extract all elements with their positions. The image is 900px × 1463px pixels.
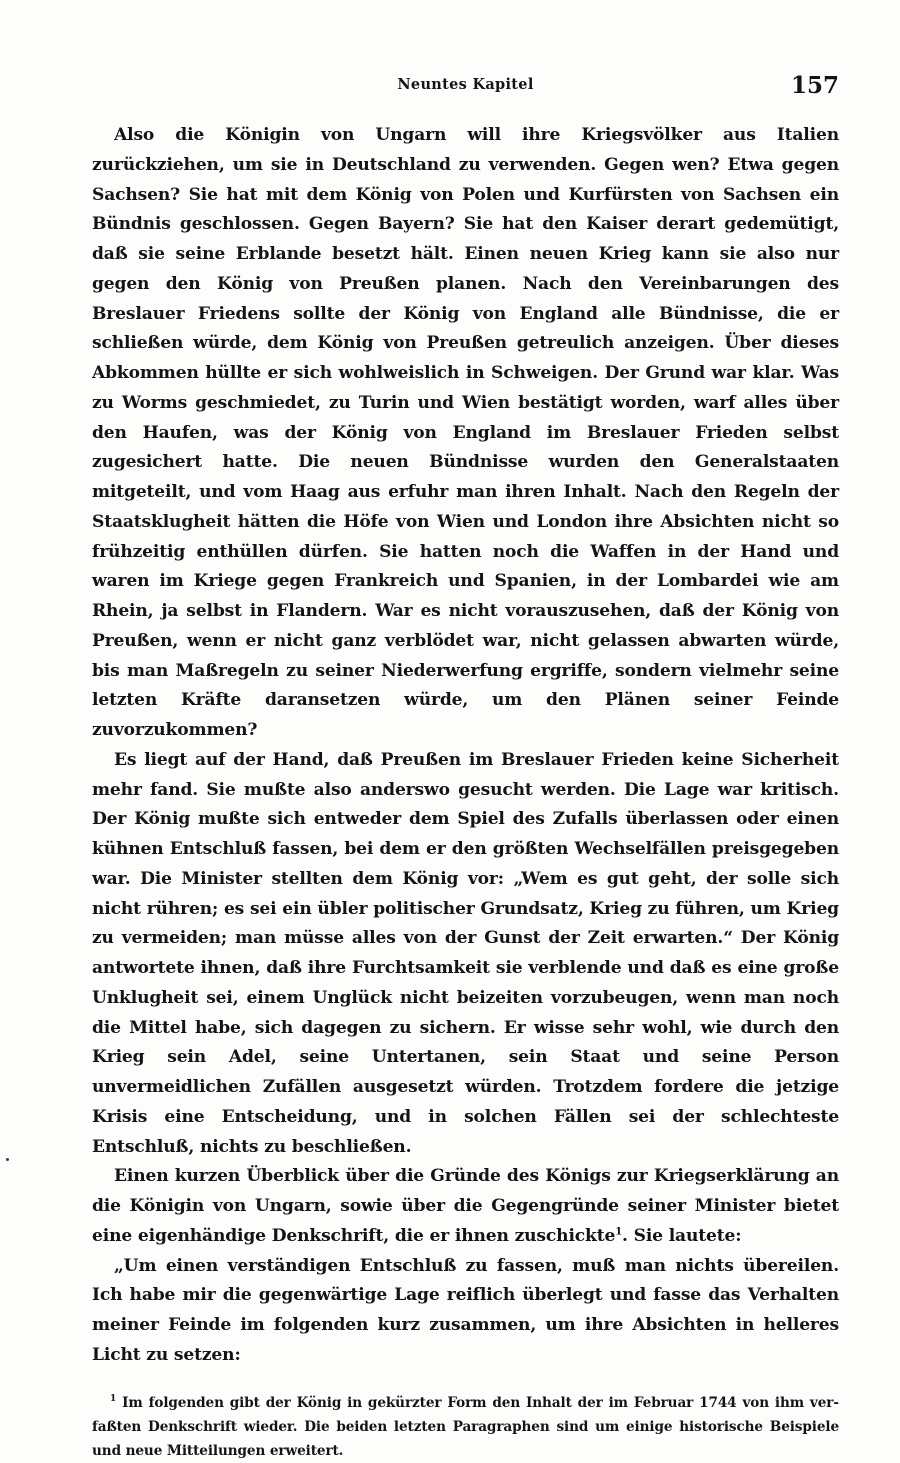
- book-page: [92, 72, 839, 1463]
- running-head: [92, 72, 839, 106]
- footnote-reference: 1: [615, 1226, 623, 1238]
- footnotes: [92, 1391, 839, 1463]
- footnote: [92, 1391, 839, 1463]
- body-text: [92, 121, 839, 1371]
- paragraph-3-tail: . Sie lautete:: [622, 1225, 742, 1246]
- paragraph-1: Also die Königin von Ungarn will ihre Kriegsvölker aus Italien zurückziehen, um sie in Deutschland zu verwenden. Gegen wen? Etwa gegen Sachsen? Sie hat mit dem König von Polen und Kurfürsten von Sachsen ein Bündnis geschlossen. Gegen Bayern? Sie hat den Kaiser derart gedemütigt, daß sie seine Erblande besetzt hält. Einen neuen Krieg kann sie also nur gegen den König von Preußen planen. Nach den Vereinbarungen des Breslauer Friedens sollte der König von England alle Bündnisse, die er schließen würde, dem König von Preußen getreulich anzeigen. Über dieses Abkommen hüllte er sich wohlweislich in Schweigen. Der Grund war klar. Was zu Worms geschmiedet, zu Turin und Wien bestätigt worden, warf alles über den Haufen, was der König von England im Breslauer Frieden selbst zugesichert hatte. Die neuen Bündnisse wurden den Generalstaaten mitgeteilt, und vom Haag aus erfuhr man ihren Inhalt. Nach den Regeln der Staatsklugheit hätten die Höfe von Wien und London ihre Absichten nicht so frühzeitig enthüllen dürfen. Sie hatten noch die Waffen in der Hand und waren im Kriege gegen Frankreich und Spanien, in der Lombardei wie am Rhein, ja selbst in Flandern. War es nicht vorauszusehen, daß der König von Preußen, wenn er nicht ganz verblödet war, nicht gelassen abwarten würde, bis man Maßregeln zu seiner Niederwerfung ergriffe, sondern vielmehr seine letzten Kräfte daransetzen würde, um den Plänen seiner Feinde zuvorzukommen?: [92, 125, 839, 740]
- footnote-marker: 1: [110, 1393, 117, 1404]
- paragraph-3: [92, 1162, 839, 1251]
- footnote-text: Im folgenden gibt der König in gekürzter Form den Inhalt der im Februar 1744 von ihm verfaßten Denkschrift wieder. Die beiden letzten Paragraphen sind um einige historische Beispiele und neue Mitteilungen erweitert.: [92, 1394, 839, 1459]
- paragraph-2: Es liegt auf der Hand, daß Preußen im Breslauer Frieden keine Sicherheit mehr fand. Sie mußte also anderswo gesucht werden. Die Lage war kritisch. Der König mußte sich entweder dem Spiel des Zufalls überlassen oder einen kühnen Entschluß fassen, bei dem er den größten Wechselfällen preisgegeben war. Die Minister stellten dem König vor: „Wem es gut geht, der solle sich nicht rühren; es sei ein übler politischer Grundsatz, Krieg zu führen, um Krieg zu vermeiden; man müsse alles von der Gunst der Zeit erwarten.“ Der König antwortete ihnen, daß ihre Furchtsamkeit sie verblende und daß es eine große Unklugheit sei, einem Unglück nicht beizeiten vorzubeugen, wenn man noch die Mittel habe, sich dagegen zu sichern. Er wisse sehr wohl, wie durch den Krieg sein Adel, seine Untertanen, sein Staat und seine Person unvermeidlichen Zufällen ausgesetzt würden. Trotzdem fordere die jetzige Krisis eine Entscheidung, und in solchen Fällen sei der schlechteste Entschluß, nichts zu beschließen.: [92, 749, 839, 1157]
- page-number: 157: [790, 72, 839, 99]
- paragraph-4: „Um einen verständigen Entschluß zu fassen, muß man nichts übereilen. Ich habe mir die gegenwärtige Lage reiflich überlegt und fasse das Verhalten meiner Feinde im folgenden kurz zusammen, um ihre Absichten in helleres Licht zu setzen:: [92, 1255, 839, 1365]
- chapter-title: Neuntes Kapitel: [397, 76, 534, 93]
- scan-speck: [6, 1158, 9, 1161]
- paragraph-3-text: Einen kurzen Überblick über die Gründe des Königs zur Kriegserklärung an die Königin von Ungarn, sowie über die Gegengründe seiner Minister bietet eine eigenhändige Denkschrift, die er ihnen zuschickte: [92, 1166, 839, 1246]
